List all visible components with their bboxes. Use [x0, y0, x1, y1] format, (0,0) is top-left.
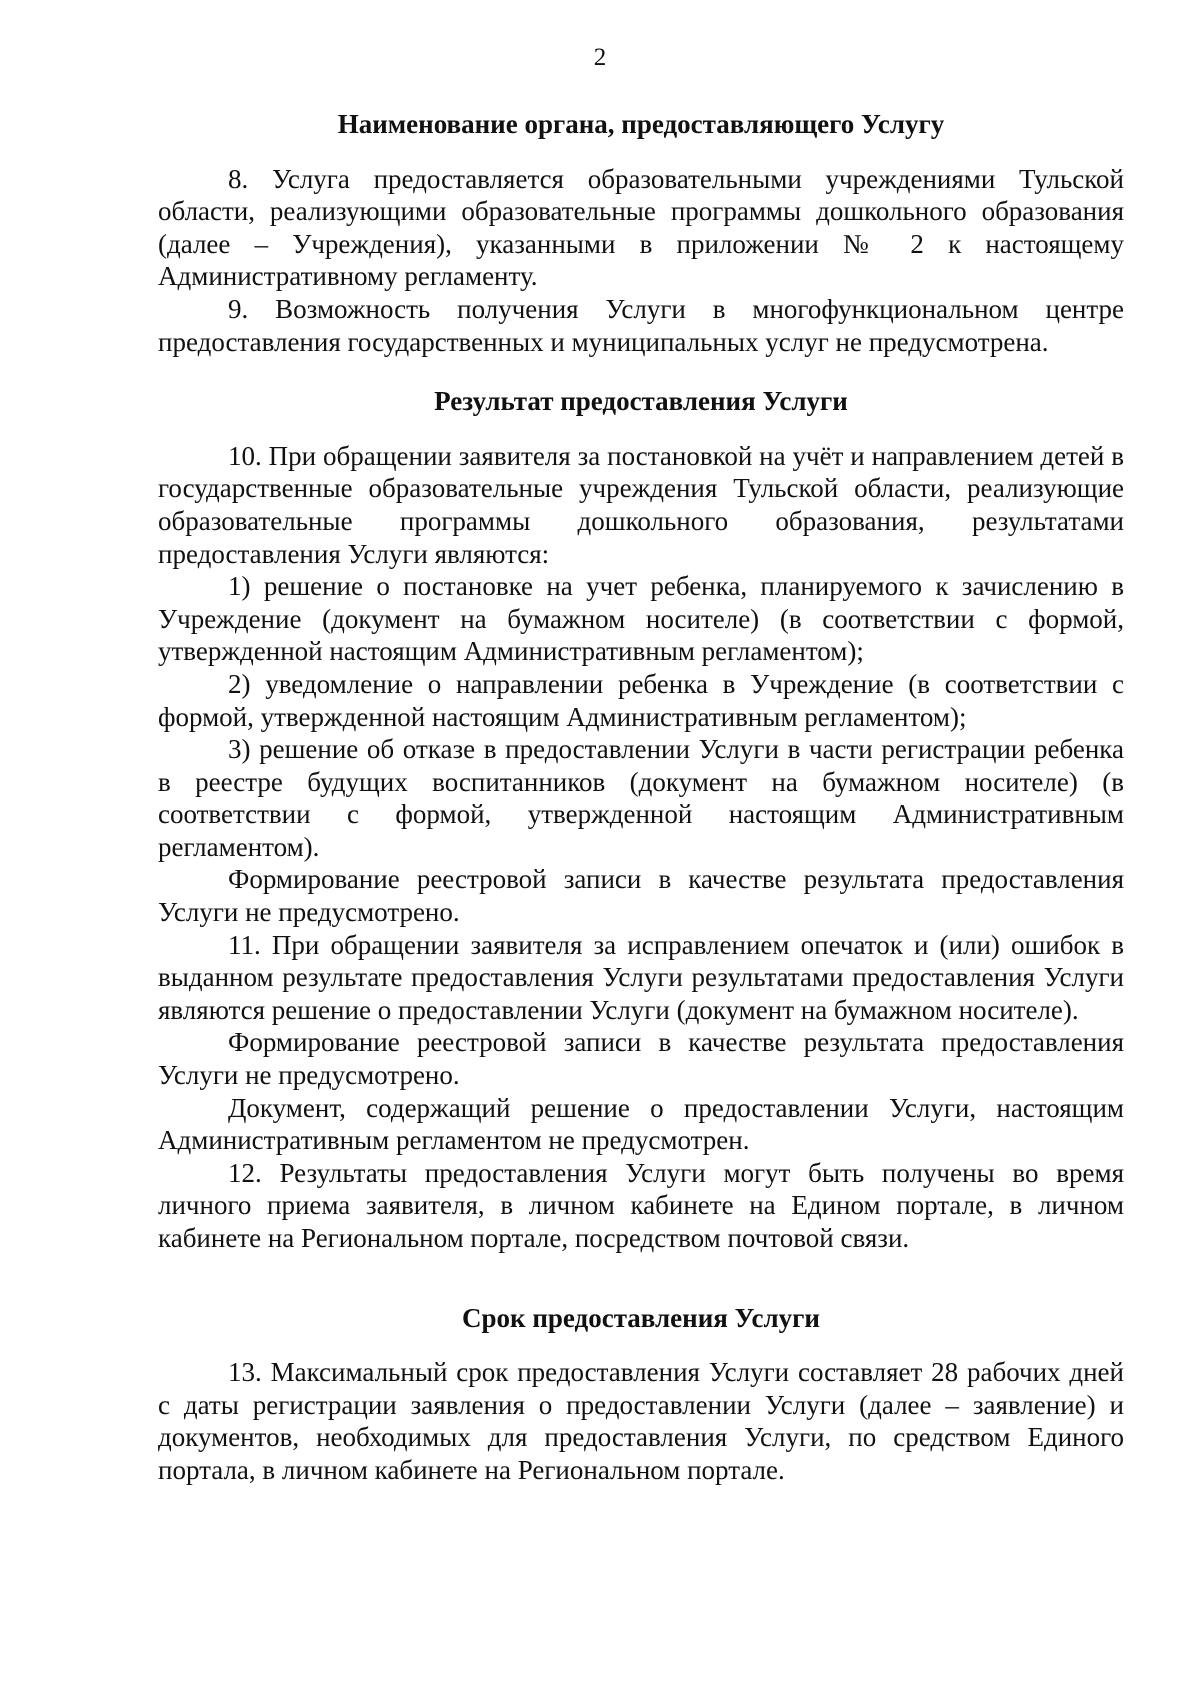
paragraph: 9. Возможность получения Услуги в многофункциональном центре предоставления государственных и муниципальных услуг не предусмотрена.	[158, 293, 1124, 357]
paragraph: 13. Максимальный срок предоставления Услуги составляет 28 рабочих дней с даты регистрации заявления о предоставлении Услуги (далее – заявление) и документов, необходимых для предоставления Услуги, по средством Единого портала, в личном кабинете на Региональном портале.	[158, 1357, 1124, 1485]
list-item: 1) решение о постановке на учет ребенка, планируемого к зачислению в Учреждение (документ на бумажном носителе) (в соответствии с формой, утвержденной настоящим Административным регламентом);	[158, 571, 1124, 667]
paragraph: 11. При обращении заявителя за исправлением опечаток и (или) ошибок в выданном результате предоставления Услуги результатами предоставления Услуги являются решение о предоставлении Услуги (документ на бумажном носителе).	[158, 929, 1124, 1025]
section-heading: Срок предоставления Услуги	[462, 1302, 820, 1333]
page-number: 2	[593, 44, 607, 71]
section-heading: Наименование органа, предоставляющего Услугу	[337, 109, 945, 139]
section-result	[158, 385, 1124, 1254]
paragraph: 8. Услуга предоставляется образовательными учреждениями Тульской области, реализующими образовательные программы дошкольного образования (далее – Учреждения), указанными в приложении № 2 к настоящему Административному регламенту.	[158, 163, 1124, 292]
section-authority	[158, 108, 1124, 358]
list-item: 2) уведомление о направлении ребенка в Учреждение (в соответствии с формой, утвержденной настоящим Административным регламентом);	[158, 668, 1124, 732]
paragraph: 10. При обращении заявителя за постановкой на учёт и направлением детей в государственные образовательные учреждения Тульской области, реализующие образовательные программы дошкольного образования, результатами предоставления Услуги являются:	[158, 440, 1124, 569]
paragraph: Формирование реестровой записи в качестве результата предоставления Услуги не предусмотрено.	[158, 864, 1124, 928]
list-item: 3) решение об отказе в предоставлении Услуги в части регистрации ребенка в реестре будущих воспитанников (документ на бумажном носителе) (в соответствии с формой, утвержденной настоящим Административным регламентом).	[158, 734, 1124, 862]
section-heading: Результат предоставления Услуги	[434, 386, 848, 417]
paragraph: Документ, содержащий решение о предоставлении Услуги, настоящим Административным регламентом не предусмотрен.	[158, 1092, 1124, 1156]
paragraph: 12. Результаты предоставления Услуги могут быть получены во время личного приема заявителя, в личном кабинете на Едином портале, в личном кабинете на Региональном портале, посредством почтовой связи.	[158, 1157, 1124, 1253]
paragraph: Формирование реестровой записи в качестве результата предоставления Услуги не предусмотрено.	[158, 1027, 1124, 1091]
section-term	[158, 1302, 1124, 1487]
document-body	[158, 108, 1124, 1487]
